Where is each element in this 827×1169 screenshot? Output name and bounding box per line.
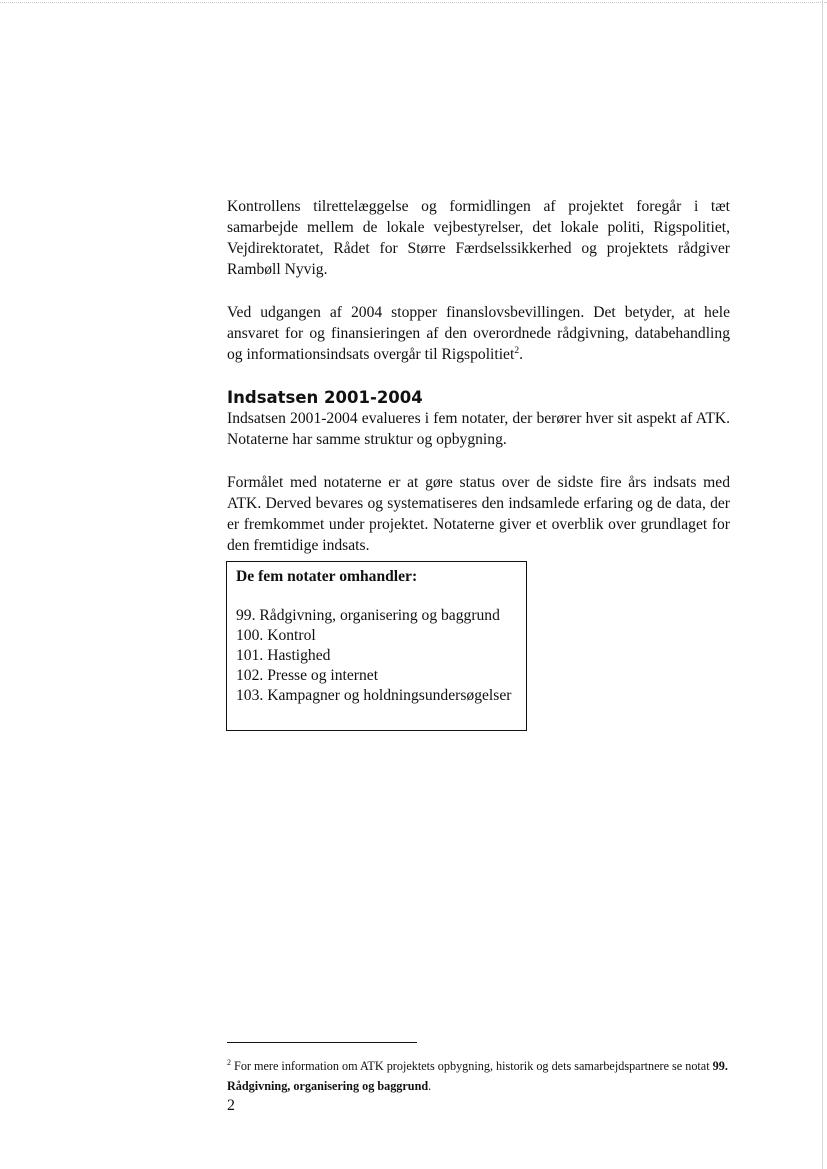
notes-box-title-text: De fem notater omhandler bbox=[236, 568, 412, 585]
paragraph-funding-text: Ved udgangen af 2004 stopper finanslovsbevillingen. Det betyder, at hele ansvaret for og finansieringen af den overordnede rådgivning, databehandling og informationsindsats overgår til Rigspolitiet bbox=[227, 304, 730, 363]
paragraph-funding bbox=[227, 302, 730, 365]
notes-list-item: 103. Kampagner og holdningsundersøgelser bbox=[236, 687, 512, 704]
notes-box-title-colon: : bbox=[411, 568, 418, 585]
page-number: 2 bbox=[227, 1097, 235, 1114]
notes-list bbox=[236, 606, 526, 706]
section-heading: Indsatsen 2001-2004 bbox=[227, 388, 423, 407]
paragraph-purpose: Formålet med notaterne er at gøre status over de sidste fire års indsats med ATK. Derved bevares og systematiseres den indsamlede erfaring og de data, der er fremkommet under projektet. Notaterne giver et overblik over grundlaget for den fremtidige indsats. bbox=[227, 474, 730, 554]
page-top-edge bbox=[0, 2, 827, 3]
footnote bbox=[227, 1056, 732, 1096]
notes-list-item: 99. Rådgivning, organisering og baggrund bbox=[236, 607, 500, 624]
notes-list-item: 102. Presse og internet bbox=[236, 667, 379, 684]
notes-list-item: 101. Hastighed bbox=[236, 647, 331, 664]
notes-box-title bbox=[236, 567, 526, 587]
page-right-edge bbox=[822, 0, 823, 1169]
paragraph-collaboration: Kontrollens tilrettelæggelse og formidlingen af projektet foregår i tæt samarbejde mellem de lokale vejbestyrelser, det lokale politi, Rigspolitiet, Vejdirektoratet, Rådet for Større Færdselssikkerhed og projektets rådgiver Rambøll Nyvig. bbox=[227, 198, 730, 278]
notes-box bbox=[226, 561, 527, 731]
footnote-end: . bbox=[428, 1079, 432, 1093]
footnote-text: For mere information om ATK projektets opbygning, historik og dets samarbejdspartnere se notat bbox=[231, 1059, 713, 1073]
notes-list-item: 100. Kontrol bbox=[236, 627, 316, 644]
main-text bbox=[227, 196, 730, 578]
paragraph-funding-end: . bbox=[519, 346, 523, 363]
footnote-marker: 2 bbox=[227, 1058, 231, 1067]
footnote-bold-reference: 99. Rådgivning, organisering og baggrund bbox=[227, 1059, 728, 1093]
paragraph-evaluation: Indsatsen 2001-2004 evalueres i fem notater, der berører hver sit aspekt af ATK. Notaterne har samme struktur og opbygning. bbox=[227, 410, 730, 448]
footnote-reference[interactable]: 2 bbox=[514, 346, 520, 356]
footnote-separator bbox=[227, 1042, 417, 1043]
